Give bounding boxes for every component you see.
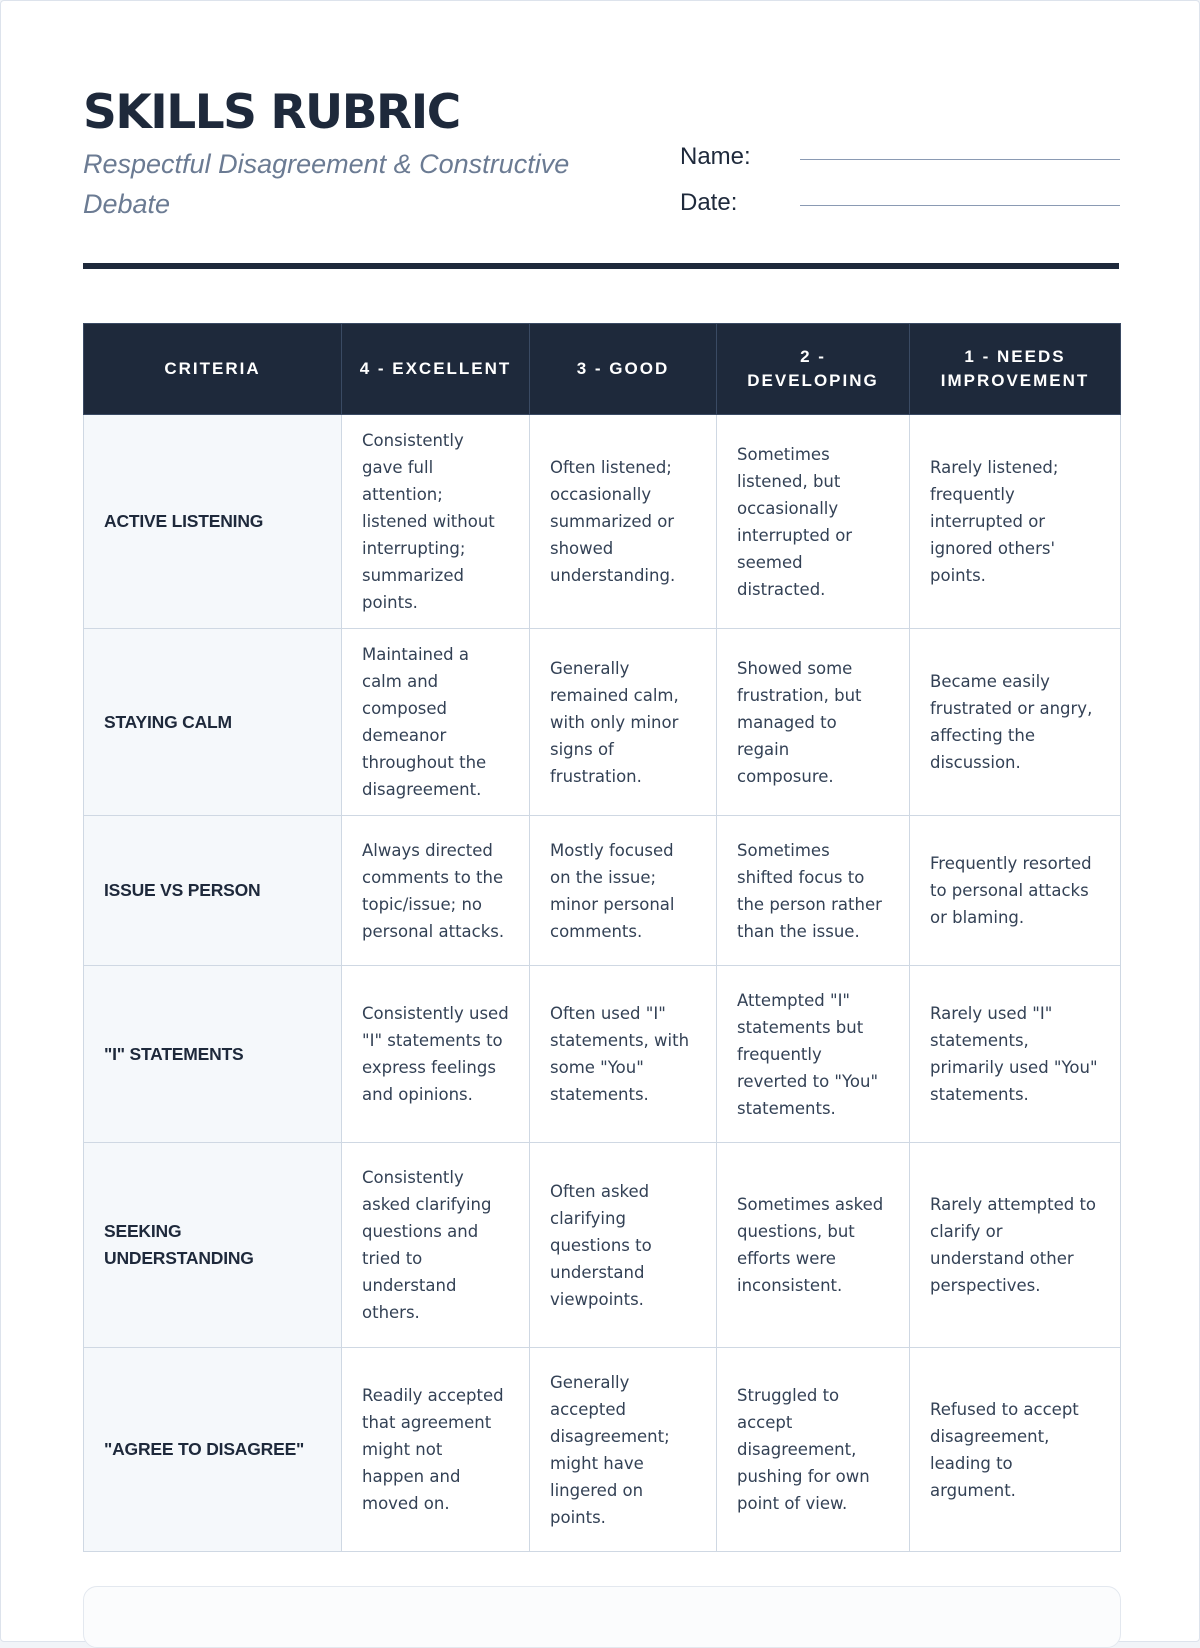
table-row [84,629,1121,816]
rubric-cell: Struggled to accept disagreement, pushing for own point of view. [717,1348,910,1552]
table-row [84,415,1121,629]
rubric-cell: Generally accepted disagreement; might have lingered on points. [530,1348,717,1552]
criterion-cell: "AGREE TO DISAGREE" [84,1348,342,1552]
rubric-cell: Consistently used "I" statements to express feelings and opinions. [342,966,530,1143]
rubric-cell: Consistently asked clarifying questions and tried to understand others. [342,1143,530,1348]
rubric-cell: Maintained a calm and composed demeanor throughout the disagreement. [342,629,530,816]
rubric-cell: Consistently gave full attention; listened without interrupting; summarized points. [342,415,530,629]
rubric-cell: Always directed comments to the topic/issue; no personal attacks. [342,816,530,966]
date-field[interactable] [680,189,1120,223]
rubric-cell: Mostly focused on the issue; minor personal comments. [530,816,717,966]
table-row [84,966,1121,1143]
name-line[interactable] [800,159,1120,160]
rubric-cell: Generally remained calm, with only minor signs of frustration. [530,629,717,816]
header-divider [83,263,1119,269]
page-subtitle: Respectful Disagreement & Constructive Debate [83,149,570,219]
rubric-cell: Showed some frustration, but managed to regain composure. [717,629,910,816]
rubric-header-row [84,324,1121,415]
rubric-cell: Attempted "I" statements but frequently reverted to "You" statements. [717,966,910,1143]
rubric-cell: Became easily frustrated or angry, affecting the discussion. [910,629,1121,816]
column-header-developing: 2 - DEVELOPING [717,324,910,415]
rubric-cell: Often asked clarifying questions to understand viewpoints. [530,1143,717,1348]
criterion-cell: "I" STATEMENTS [84,966,342,1143]
name-label: Name: [680,143,751,170]
column-header-needs-improvement: 1 - NEEDS IMPROVEMENT [910,324,1121,415]
criterion-cell: STAYING CALM [84,629,342,816]
page-title: SKILLS RUBRIC [83,85,460,140]
rubric-cell: Sometimes asked questions, but efforts were inconsistent. [717,1143,910,1348]
criterion-cell: ACTIVE LISTENING [84,415,342,629]
rubric-cell: Readily accepted that agreement might not happen and moved on. [342,1348,530,1552]
name-field[interactable] [680,143,1120,177]
rubric-cell: Often used "I" statements, with some "You" statements. [530,966,717,1143]
date-line[interactable] [800,205,1120,206]
table-row [84,816,1121,966]
criterion-cell: ISSUE VS PERSON [84,816,342,966]
rubric-cell: Refused to accept disagreement, leading to argument. [910,1348,1121,1552]
table-row [84,1143,1121,1348]
date-label: Date: [680,189,738,216]
notes-box [83,1586,1121,1648]
rubric-cell: Rarely used "I" statements, primarily used "You" statements. [910,966,1121,1143]
column-header-good: 3 - GOOD [530,324,717,415]
rubric-cell: Rarely listened; frequently interrupted or ignored others' points. [910,415,1121,629]
column-header-criteria: CRITERIA [84,324,342,415]
rubric-cell: Often listened; occasionally summarized or showed understanding. [530,415,717,629]
rubric-cell: Frequently resorted to personal attacks or blaming. [910,816,1121,966]
criterion-cell: SEEKING UNDERSTANDING [84,1143,342,1348]
rubric-cell: Rarely attempted to clarify or understand other perspectives. [910,1143,1121,1348]
rubric-table [83,323,1121,1552]
rubric-cell: Sometimes listened, but occasionally interrupted or seemed distracted. [717,415,910,629]
rubric-cell: Sometimes shifted focus to the person rather than the issue. [717,816,910,966]
table-row [84,1348,1121,1552]
column-header-excellent: 4 - EXCELLENT [342,324,530,415]
